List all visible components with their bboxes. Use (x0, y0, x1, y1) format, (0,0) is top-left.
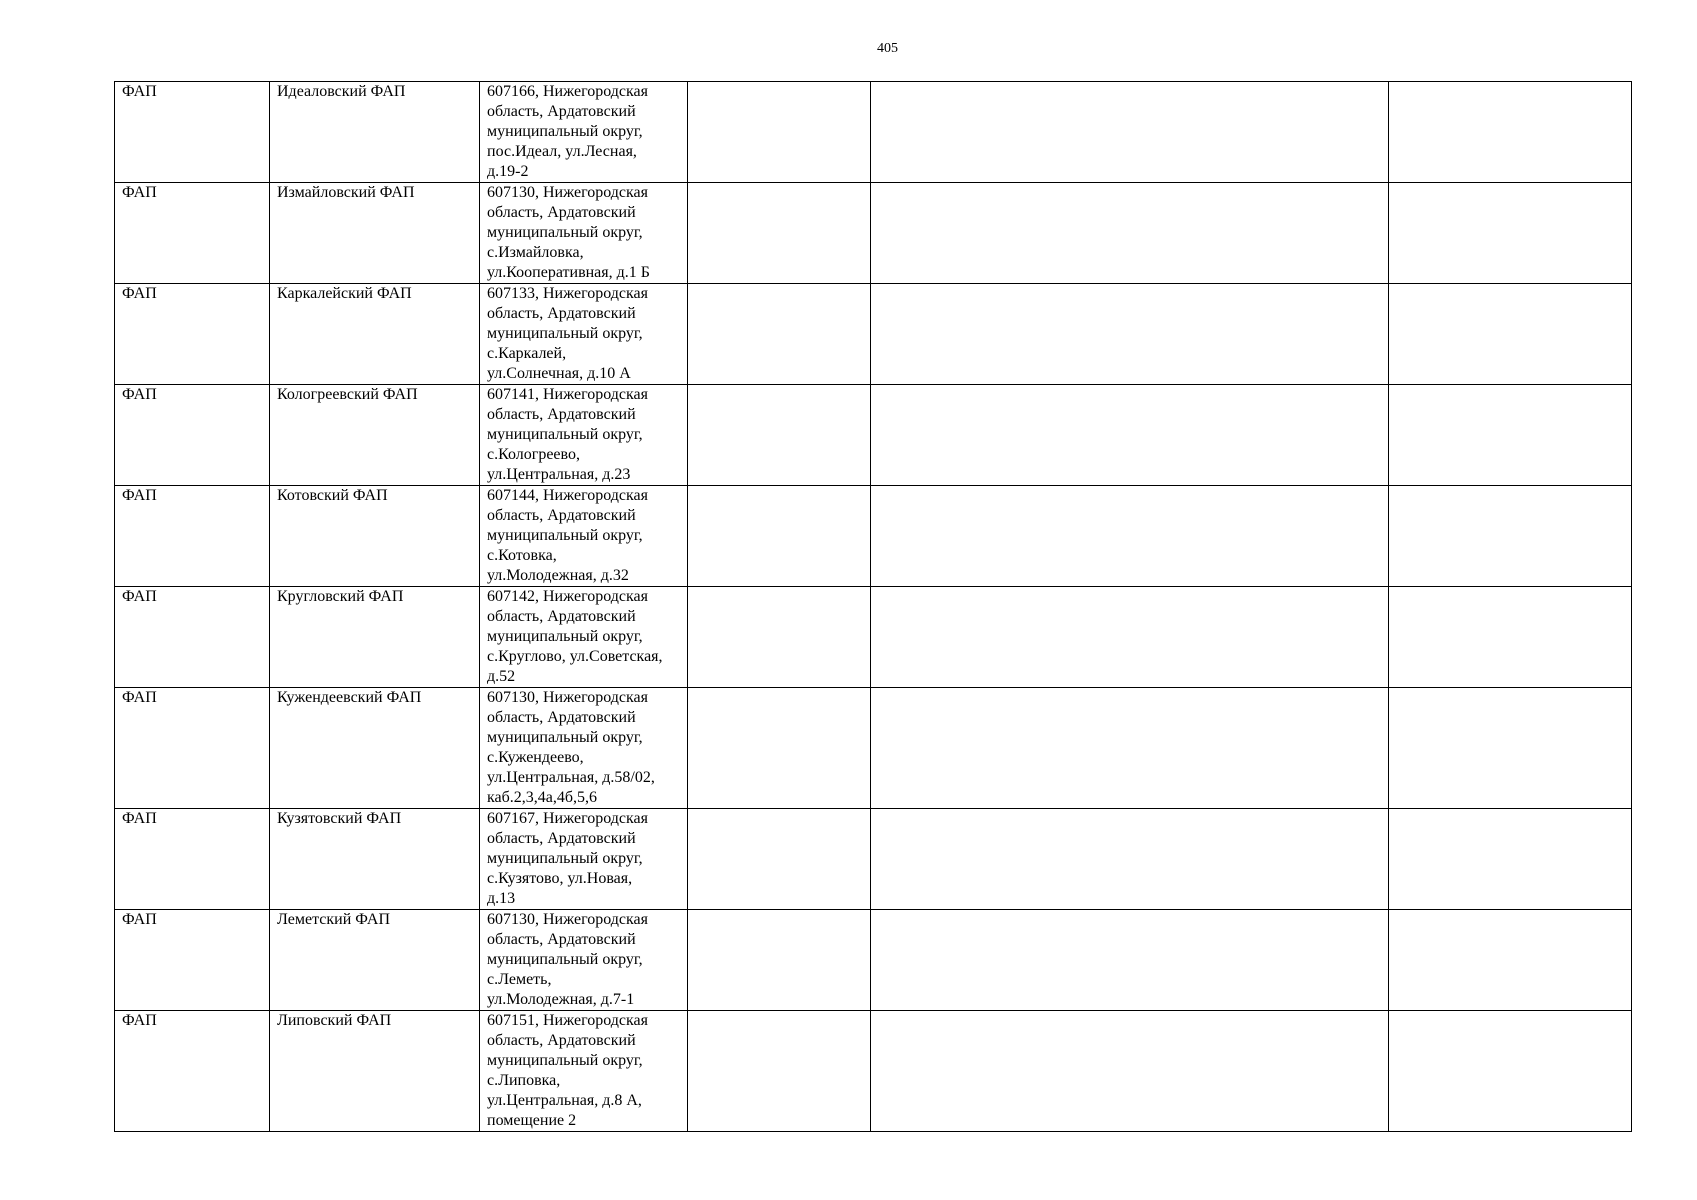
address-line: 607133, Нижегородская (487, 285, 648, 302)
address-line: область, Ардатовский (487, 1032, 636, 1049)
empty-cell-4 (688, 910, 871, 1011)
facility-name-cell: Измайловский ФАП (270, 183, 480, 284)
address-line: муниципальный округ, (487, 628, 643, 645)
address-line: муниципальный округ, (487, 224, 643, 241)
address-line: муниципальный округ, (487, 850, 643, 867)
address-line: с.Кологреево, (487, 446, 580, 463)
address-line: с.Липовка, (487, 1072, 561, 1089)
empty-cell-6 (1389, 809, 1632, 910)
table-row (115, 587, 1632, 688)
address-line: с.Леметь, (487, 971, 552, 988)
table-row (115, 82, 1632, 183)
empty-cell-6 (1389, 284, 1632, 385)
address-line: с.Круглово, ул.Советская, (487, 648, 663, 665)
address-line: муниципальный округ, (487, 426, 643, 443)
empty-cell-5 (871, 284, 1389, 385)
address-line: пос.Идеал, ул.Лесная, (487, 143, 637, 160)
table-row (115, 486, 1632, 587)
facility-type-cell: ФАП (115, 486, 270, 587)
facility-name-cell: Котовский ФАП (270, 486, 480, 587)
address-line: д.13 (487, 890, 516, 907)
table-row (115, 284, 1632, 385)
facility-address-cell (480, 910, 688, 1011)
facility-name-cell: Каркалейский ФАП (270, 284, 480, 385)
address-line: 607130, Нижегородская (487, 184, 648, 201)
page-number: 405 (877, 41, 898, 56)
facility-name-cell: Липовский ФАП (270, 1011, 480, 1132)
empty-cell-6 (1389, 385, 1632, 486)
empty-cell-5 (871, 688, 1389, 809)
empty-cell-4 (688, 587, 871, 688)
address-line: ул.Молодежная, д.32 (487, 567, 629, 584)
facility-table (114, 81, 1632, 1132)
address-line: д.19-2 (487, 163, 529, 180)
empty-cell-4 (688, 1011, 871, 1132)
facility-type-cell: ФАП (115, 910, 270, 1011)
empty-cell-5 (871, 1011, 1389, 1132)
address-line: ул.Центральная, д.23 (487, 466, 631, 483)
facility-type-cell: ФАП (115, 587, 270, 688)
facility-address-cell (480, 82, 688, 183)
address-line: муниципальный округ, (487, 951, 643, 968)
empty-cell-4 (688, 809, 871, 910)
empty-cell-5 (871, 82, 1389, 183)
address-line: муниципальный округ, (487, 123, 643, 140)
empty-cell-6 (1389, 587, 1632, 688)
address-line: ул.Молодежная, д.7-1 (487, 991, 635, 1008)
empty-cell-5 (871, 486, 1389, 587)
address-line: область, Ардатовский (487, 709, 636, 726)
empty-cell-4 (688, 688, 871, 809)
address-line: 607167, Нижегородская (487, 810, 648, 827)
empty-cell-4 (688, 385, 871, 486)
empty-cell-4 (688, 284, 871, 385)
facility-name-cell: Идеаловский ФАП (270, 82, 480, 183)
address-line: 607130, Нижегородская (487, 689, 648, 706)
address-line: ул.Кооперативная, д.1 Б (487, 264, 650, 281)
facility-name-cell: Кругловский ФАП (270, 587, 480, 688)
empty-cell-6 (1389, 1011, 1632, 1132)
address-line: область, Ардатовский (487, 507, 636, 524)
facility-type-cell: ФАП (115, 284, 270, 385)
empty-cell-6 (1389, 486, 1632, 587)
address-line: ул.Центральная, д.58/02, (487, 769, 655, 786)
address-line: муниципальный округ, (487, 325, 643, 342)
table-row (115, 183, 1632, 284)
facility-name-cell: Кужендеевский ФАП (270, 688, 480, 809)
empty-cell-4 (688, 486, 871, 587)
facility-type-cell: ФАП (115, 1011, 270, 1132)
facility-address-cell (480, 587, 688, 688)
facility-type-cell: ФАП (115, 183, 270, 284)
facility-type-cell: ФАП (115, 82, 270, 183)
facility-address-cell (480, 809, 688, 910)
empty-cell-5 (871, 183, 1389, 284)
address-line: ул.Солнечная, д.10 А (487, 365, 631, 382)
facility-address-cell (480, 1011, 688, 1132)
address-line: область, Ардатовский (487, 931, 636, 948)
address-line: 607151, Нижегородская (487, 1012, 648, 1029)
empty-cell-6 (1389, 910, 1632, 1011)
address-line: 607130, Нижегородская (487, 911, 648, 928)
facility-type-cell: ФАП (115, 385, 270, 486)
address-line: 607166, Нижегородская (487, 83, 648, 100)
empty-cell-6 (1389, 82, 1632, 183)
address-line: помещение 2 (487, 1112, 577, 1129)
address-line: с.Каркалей, (487, 345, 567, 362)
address-line: 607141, Нижегородская (487, 386, 648, 403)
empty-cell-5 (871, 809, 1389, 910)
empty-cell-6 (1389, 688, 1632, 809)
facility-table-body (115, 82, 1632, 1132)
facility-address-cell (480, 284, 688, 385)
address-line: с.Котовка, (487, 547, 557, 564)
address-line: д.52 (487, 668, 516, 685)
address-line: с.Кузятово, ул.Новая, (487, 870, 633, 887)
address-line: 607142, Нижегородская (487, 588, 648, 605)
empty-cell-4 (688, 82, 871, 183)
empty-cell-5 (871, 910, 1389, 1011)
facility-address-cell (480, 385, 688, 486)
address-line: 607144, Нижегородская (487, 487, 648, 504)
empty-cell-5 (871, 587, 1389, 688)
address-line: каб.2,3,4а,4б,5,6 (487, 789, 598, 806)
address-line: область, Ардатовский (487, 830, 636, 847)
address-line: с.Измайловка, (487, 244, 584, 261)
table-row (115, 809, 1632, 910)
table-row (115, 688, 1632, 809)
facility-type-cell: ФАП (115, 809, 270, 910)
address-line: область, Ардатовский (487, 103, 636, 120)
table-row (115, 1011, 1632, 1132)
empty-cell-6 (1389, 183, 1632, 284)
address-line: ул.Центральная, д.8 А, (487, 1092, 642, 1109)
facility-name-cell: Кологреевский ФАП (270, 385, 480, 486)
table-row (115, 385, 1632, 486)
facility-name-cell: Кузятовский ФАП (270, 809, 480, 910)
table-row (115, 910, 1632, 1011)
facility-address-cell (480, 183, 688, 284)
empty-cell-5 (871, 385, 1389, 486)
facility-address-cell (480, 486, 688, 587)
address-line: область, Ардатовский (487, 204, 636, 221)
address-line: муниципальный округ, (487, 1052, 643, 1069)
empty-cell-4 (688, 183, 871, 284)
address-line: область, Ардатовский (487, 305, 636, 322)
address-line: с.Кужендеево, (487, 749, 584, 766)
address-line: муниципальный округ, (487, 729, 643, 746)
facility-type-cell: ФАП (115, 688, 270, 809)
address-line: муниципальный округ, (487, 527, 643, 544)
facility-name-cell: Леметский ФАП (270, 910, 480, 1011)
address-line: область, Ардатовский (487, 608, 636, 625)
address-line: область, Ардатовский (487, 406, 636, 423)
facility-address-cell (480, 688, 688, 809)
